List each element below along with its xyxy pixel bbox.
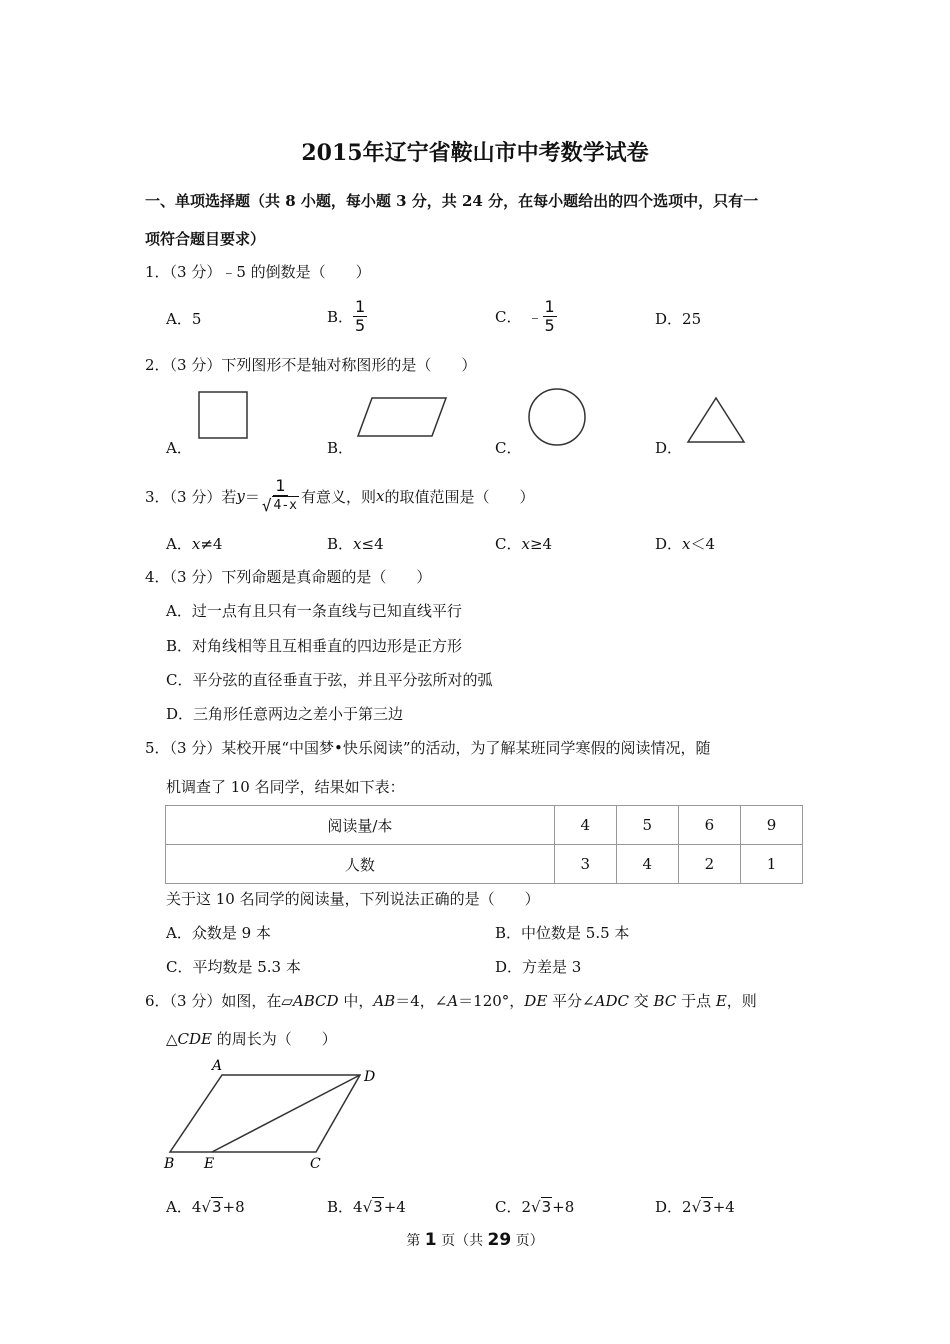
fraction-numerator: 1: [275, 476, 286, 495]
radicand: 3: [373, 1198, 383, 1216]
footer-text: 第: [406, 1233, 425, 1249]
fraction-numerator: 1: [544, 297, 555, 316]
q6-option-b: [327, 1196, 406, 1217]
text: 的周长为（ ）: [212, 1030, 337, 1048]
q6-option-d: [655, 1196, 735, 1217]
reading-table: [165, 805, 803, 884]
text: ＝120°，: [458, 992, 525, 1010]
q5-option-b: B．中位数是 5.5 本: [495, 924, 630, 942]
option-tail: +4: [712, 1198, 735, 1216]
fraction-denominator: 5: [544, 316, 555, 335]
q2-stem: 2．（3 分）下列图形不是轴对称图形的是（ ）: [145, 356, 477, 374]
radicand: 3: [541, 1198, 552, 1216]
option-tail: +8: [552, 1198, 575, 1216]
label-C: C: [310, 1156, 321, 1172]
text: 6．（3 分）如图，在▱: [145, 992, 293, 1010]
q2-option-b: B．: [327, 439, 354, 457]
q5-option-c: C．平均数是 5.3 本: [166, 958, 301, 976]
q1-option-c-label: C．: [495, 308, 522, 326]
label-B: B: [164, 1156, 175, 1172]
text: △: [166, 1030, 178, 1048]
footer-text: 页）: [511, 1233, 544, 1249]
q6-stem-line1: [145, 990, 757, 1011]
q5-after-table: 关于这 10 名同学的阅读量，下列说法正确的是（ ）: [166, 890, 540, 908]
page-footer: [0, 1230, 950, 1250]
q5-option-d: D．方差是 3: [495, 958, 582, 976]
table-cell: 4: [616, 845, 678, 884]
table-cell: 3: [554, 845, 616, 884]
table-cell: 1: [740, 845, 802, 884]
option-label: A．4: [166, 1198, 202, 1216]
table-cell: 4: [554, 806, 616, 845]
label-A: A: [212, 1058, 223, 1074]
option-relation: ＜4: [690, 535, 716, 553]
table-row: [166, 845, 803, 884]
section-heading-line2: 项符合题目要求）: [145, 230, 266, 248]
option-var: x: [521, 535, 530, 553]
option-label: B．4: [327, 1198, 363, 1216]
radicand: 3: [702, 1198, 712, 1216]
math-var: A: [447, 992, 459, 1010]
table-row: [166, 806, 803, 845]
q3-var-y: y: [236, 487, 245, 505]
q6-option-c: [495, 1196, 574, 1217]
text: 于点: [676, 992, 716, 1010]
q5-stem-line2: 机调查了 10 名同学，结果如下表：: [166, 778, 405, 796]
table-cell: 人数: [166, 845, 555, 884]
option-var: x: [353, 535, 362, 553]
fraction-denominator-sqrt: [260, 496, 301, 515]
option-label: D．2: [655, 1198, 692, 1216]
option-label: D．: [655, 535, 683, 553]
sqrt-icon: √: [691, 1198, 702, 1216]
option-label: B．: [327, 535, 354, 553]
option-label: C．: [495, 535, 522, 553]
q4-option-d: D．三角形任意两边之差小于第三边: [166, 705, 404, 723]
q1-option-b: [327, 298, 367, 335]
math-var: AB: [373, 992, 396, 1010]
option-tail: +4: [383, 1198, 406, 1216]
footer-text: 页（共: [436, 1233, 488, 1249]
radicand: 4-x: [273, 498, 297, 513]
math-var: ABCD: [292, 992, 339, 1010]
q3-stem: [145, 472, 534, 520]
q1-option-c-sign: ﹣: [527, 308, 543, 326]
q1-option-b-fraction: [353, 298, 367, 335]
q6-option-a: [166, 1196, 245, 1217]
q2-option-d: D．: [655, 439, 683, 457]
table-cell: 9: [740, 806, 802, 845]
label-D: D: [364, 1069, 376, 1085]
option-tail: +8: [222, 1198, 245, 1216]
q1-option-a: A．5: [166, 310, 202, 328]
option-relation: ≠4: [200, 535, 223, 553]
parallelogram-figure: [352, 394, 452, 440]
q3-option-b: [327, 533, 384, 554]
q1-option-b-label: B．: [327, 308, 354, 326]
table-cell: 6: [678, 806, 740, 845]
q2-option-a: A．: [166, 439, 192, 457]
text: 交: [628, 992, 654, 1010]
text: 平分∠: [547, 992, 595, 1010]
math-var: BC: [653, 992, 677, 1010]
option-label: C．2: [495, 1198, 532, 1216]
option-var: x: [682, 535, 691, 553]
q2-option-c: C．: [495, 439, 522, 457]
table-cell: 阅读量/本: [166, 806, 555, 845]
section-heading-line1: 一、单项选择题（共 8 小题，每小题 3 分，共 24 分，在每小题给出的四个选项中，只有一: [145, 192, 759, 210]
q1-option-c-fraction: [543, 298, 557, 335]
table-cell: 5: [616, 806, 678, 845]
q3-option-d: [655, 533, 715, 554]
text: ＝4，∠: [395, 992, 448, 1010]
math-var: DE: [524, 992, 548, 1010]
option-relation: ≥4: [529, 535, 553, 553]
q3-prefix: 3．（3 分）若: [145, 487, 237, 506]
option-var: x: [191, 535, 201, 553]
q3-option-a: [166, 533, 222, 554]
text: ，则: [726, 992, 757, 1010]
circle-figure: [526, 386, 588, 448]
page-title: 2015年辽宁省鞍山市中考数学试卷: [301, 140, 649, 166]
fraction-numerator: 1: [355, 297, 366, 316]
math-var: CDE: [177, 1030, 212, 1048]
q3-suffix-a: 有意义，则: [300, 487, 376, 506]
sqrt-icon: √: [201, 1198, 211, 1216]
q3-fraction: [260, 477, 301, 515]
q6-stem-line2: [166, 1028, 337, 1049]
q5-option-a: A．众数是 9 本: [166, 924, 271, 942]
parallelogram-abcd-figure: [160, 1056, 390, 1176]
q4-option-a: A．过一点有且只有一条直线与已知直线平行: [166, 602, 462, 620]
sqrt-icon: √: [362, 1198, 373, 1216]
q5-stem-line1: 5．（3 分）某校开展“中国梦•快乐阅读”的活动，为了解某班同学寒假的阅读情况，随: [145, 739, 711, 757]
option-label: A．: [166, 535, 192, 553]
fraction-denominator: 5: [355, 316, 366, 335]
q1-stem: 1．（3 分）﹣5 的倒数是（ ）: [145, 263, 371, 281]
q1-option-c: [495, 298, 557, 335]
q1-option-d: D．25: [655, 310, 702, 328]
q3-suffix-b: 的取值范围是（ ）: [384, 487, 535, 506]
text: 中，: [338, 992, 374, 1010]
q4-stem: 4．（3 分）下列命题是真命题的是（ ）: [145, 568, 432, 586]
sqrt-icon: √: [261, 496, 272, 515]
triangle-figure: [684, 394, 750, 446]
square-figure: [195, 388, 251, 442]
label-E: E: [204, 1156, 215, 1172]
q3-var-x: x: [376, 487, 385, 505]
q3-option-c: [495, 533, 552, 554]
radicand: 3: [211, 1198, 222, 1216]
q4-option-c: C．平分弦的直径垂直于弦，并且平分弦所对的弧: [166, 671, 493, 689]
total-pages: 29: [487, 1230, 512, 1250]
math-var: E: [715, 992, 727, 1010]
table-cell: 2: [678, 845, 740, 884]
math-var: ADC: [594, 992, 629, 1010]
q4-option-b: B．对角线相等且互相垂直的四边形是正方形: [166, 637, 463, 655]
sqrt-icon: √: [531, 1198, 541, 1216]
q3-equals: ＝: [244, 487, 260, 506]
option-relation: ≤4: [361, 535, 384, 553]
page-number: 1: [424, 1230, 437, 1250]
